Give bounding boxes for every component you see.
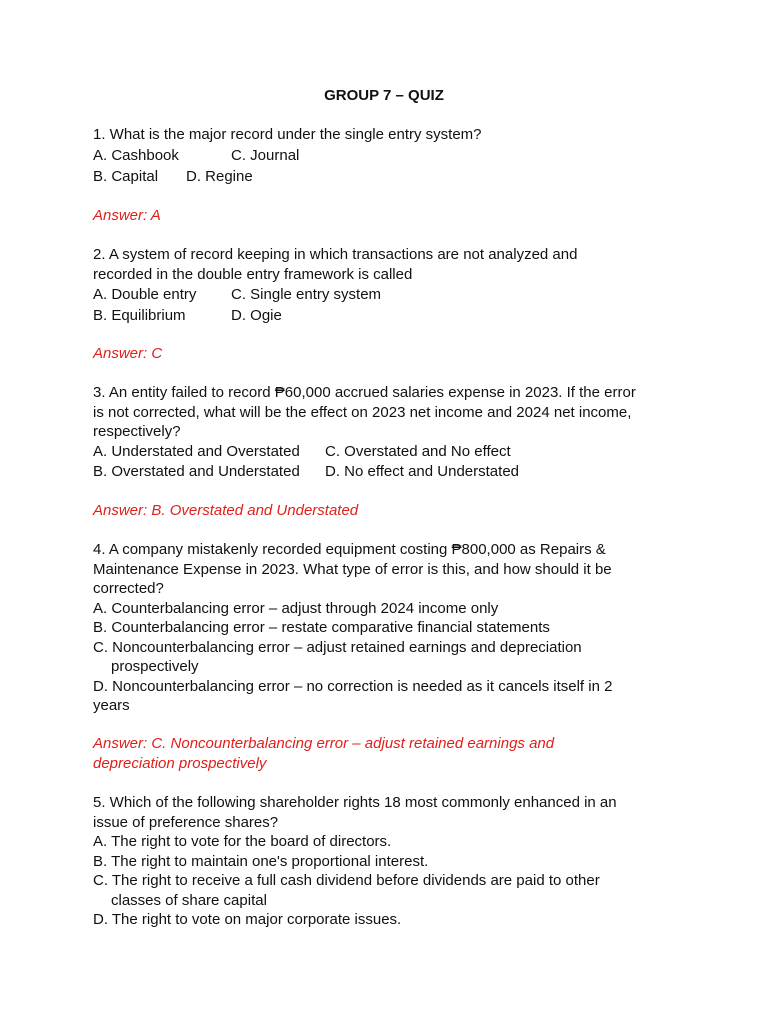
option-d: D. Regine bbox=[186, 168, 253, 185]
option-d-continued: years bbox=[93, 697, 130, 714]
question-text-line: 3. An entity failed to record ₱60,000 accrued salaries expense in 2023. If the error bbox=[93, 384, 636, 401]
question-text-line: issue of preference shares? bbox=[93, 813, 279, 831]
option-c: C. Journal bbox=[231, 146, 300, 164]
option-c: C. The right to receive a full cash dividend before dividends are paid to other bbox=[93, 872, 600, 889]
options-row bbox=[93, 462, 683, 482]
question-text-line: respectively? bbox=[93, 423, 181, 440]
option-d: D. Noncounterbalancing error – no correction is needed as it cancels itself in 2 bbox=[93, 677, 613, 695]
question-text-line: corrected? bbox=[93, 580, 164, 597]
option-a: A. The right to vote for the board of directors. bbox=[93, 833, 392, 850]
question-text-line: 2. A system of record keeping in which transactions are not analyzed and bbox=[93, 246, 578, 263]
question-2 bbox=[93, 245, 683, 325]
options-row bbox=[93, 306, 683, 326]
answer-line: depreciation prospectively bbox=[93, 754, 267, 772]
option-d: D. The right to vote on major corporate issues. bbox=[93, 911, 402, 928]
option-a: A. Cashbook bbox=[93, 146, 179, 164]
option-d: D. Ogie bbox=[231, 306, 282, 324]
option-b: B. Overstated and Understated bbox=[93, 463, 300, 480]
options-row bbox=[93, 146, 683, 166]
option-c-continued: classes of share capital bbox=[111, 891, 267, 909]
option-c: C. Overstated and No effect bbox=[325, 442, 511, 460]
option-d: D. No effect and Understated bbox=[325, 463, 520, 480]
option-c: C. Single entry system bbox=[231, 286, 382, 303]
options-row bbox=[93, 442, 683, 462]
question-1 bbox=[93, 125, 683, 187]
answer-3: Answer: B. Overstated and Understated bbox=[93, 502, 359, 519]
question-text-line: 4. A company mistakenly recorded equipment costing ₱800,000 as Repairs & bbox=[93, 541, 606, 558]
question-5 bbox=[93, 793, 683, 930]
option-a: A. Double entry bbox=[93, 286, 197, 303]
option-b: B. Capital bbox=[93, 168, 159, 185]
options-row bbox=[93, 285, 683, 305]
answer-4 bbox=[93, 734, 683, 773]
option-b: B. Equilibrium bbox=[93, 306, 186, 324]
question-text-line: 5. Which of the following shareholder rights 18 most commonly enhanced in an bbox=[93, 794, 617, 811]
option-b: B. Counterbalancing error – restate comparative financial statements bbox=[93, 619, 550, 636]
answer-line: Answer: C. Noncounterbalancing error – adjust retained earnings and bbox=[93, 735, 555, 752]
question-text-line: recorded in the double entry framework is called bbox=[93, 265, 413, 283]
options-row bbox=[93, 167, 683, 187]
page-title: GROUP 7 – QUIZ bbox=[324, 87, 444, 104]
question-4 bbox=[93, 540, 683, 716]
answer-2: Answer: C bbox=[93, 345, 163, 362]
question-text: 1. What is the major record under the single entry system? bbox=[93, 126, 482, 143]
question-text-line: Maintenance Expense in 2023. What type of error is this, and how should it be bbox=[93, 560, 612, 578]
question-3 bbox=[93, 383, 683, 482]
option-b: B. The right to maintain one's proportional interest. bbox=[93, 852, 429, 870]
option-a: A. Understated and Overstated bbox=[93, 442, 300, 460]
answer-1: Answer: A bbox=[93, 207, 161, 224]
question-text-line: is not corrected, what will be the effect on 2023 net income and 2024 net income, bbox=[93, 403, 632, 421]
option-c: C. Noncounterbalancing error – adjust retained earnings and depreciation bbox=[93, 638, 582, 656]
option-c-continued: prospectively bbox=[111, 658, 199, 675]
option-a: A. Counterbalancing error – adjust through 2024 income only bbox=[93, 599, 499, 617]
